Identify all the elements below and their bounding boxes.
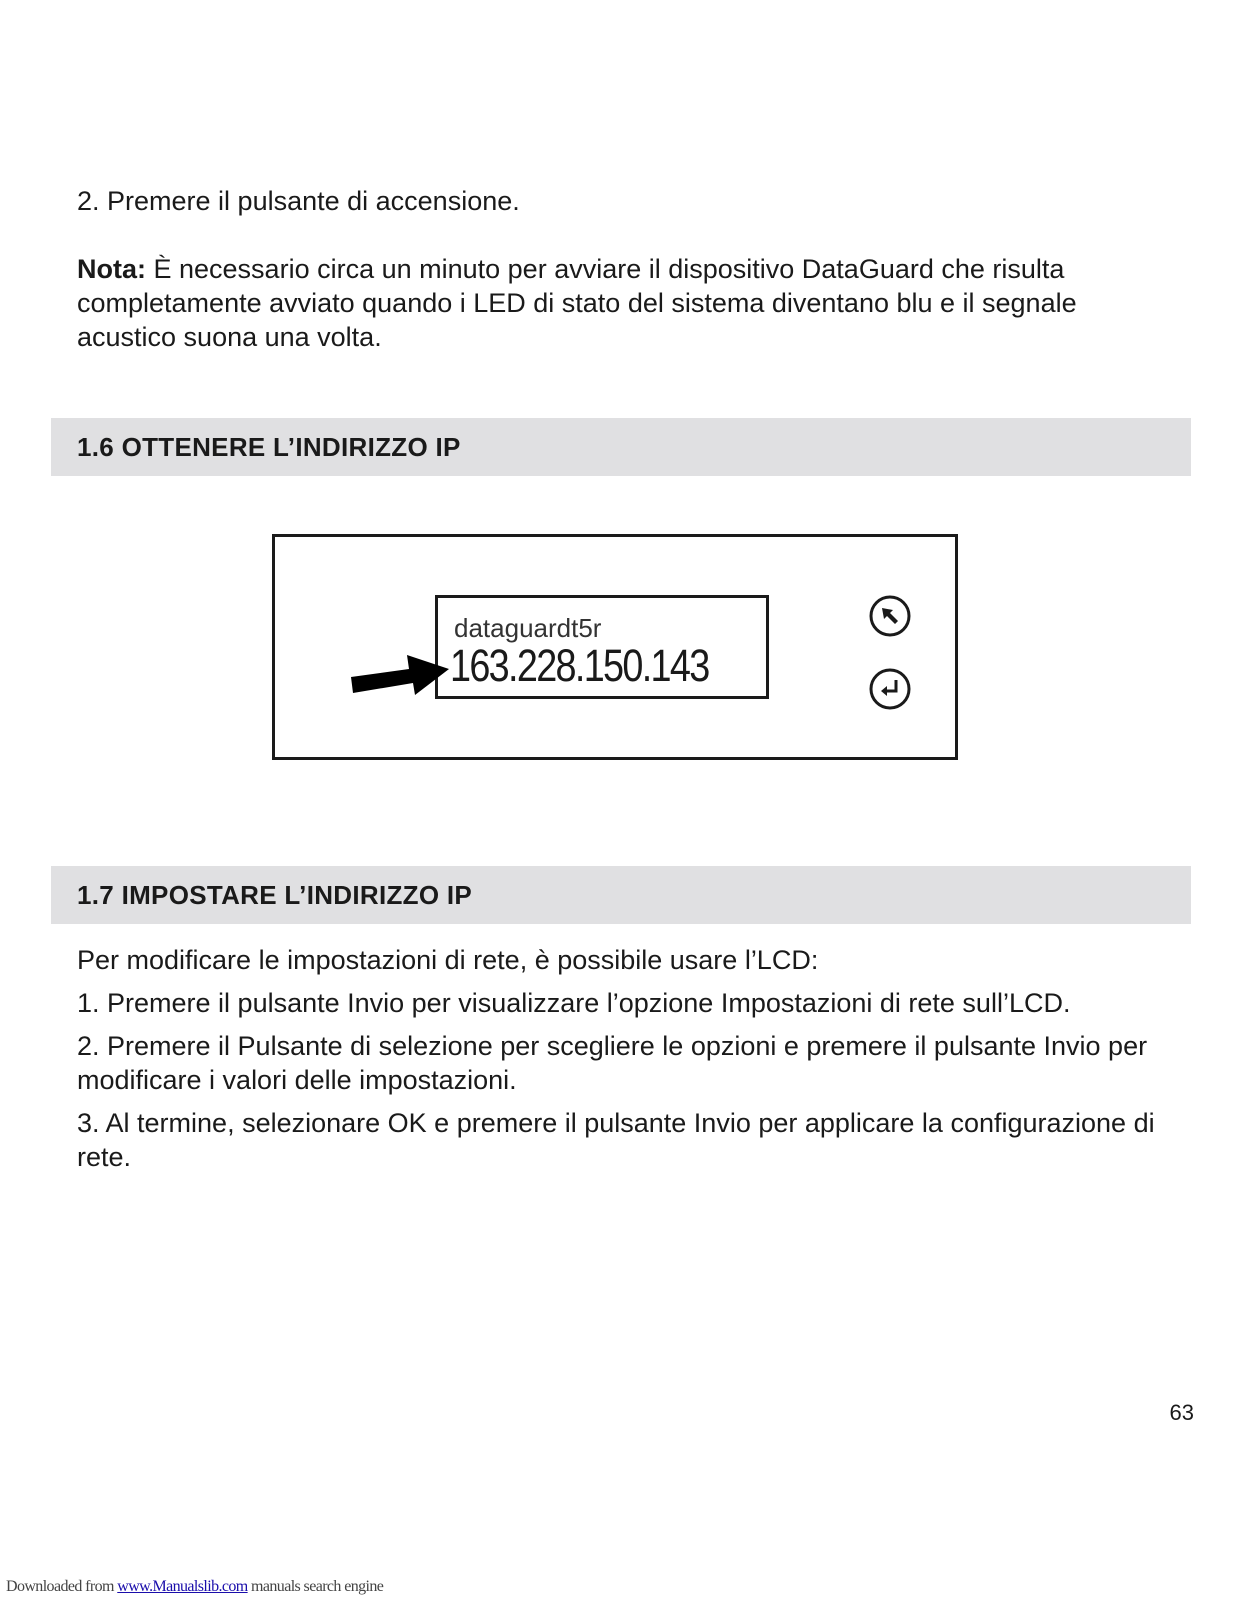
section-1-7-step-3: 3. Al termine, selezionare OK e premere il pulsante Invio per applicare la configurazione di rete.: [77, 1108, 1155, 1172]
device-front-panel-figure: [272, 534, 958, 760]
section-title-1-7: 1.7 IMPOSTARE L’INDIRIZZO IP: [77, 880, 473, 910]
pointer-arrow-icon: [351, 655, 455, 703]
note-text: È necessario circa un minuto per avviare il dispositivo DataGuard che risulta completamente avviato quando i LED di stato del sistema diventano blu e il segnale acustico suona una volta.: [77, 254, 1077, 352]
arrow-up-left-icon: [868, 594, 912, 638]
note-paragraph: [77, 252, 1177, 354]
section-title-1-6: 1.6 OTTENERE L’INDIRIZZO IP: [77, 432, 461, 462]
footer-suffix: manuals search engine: [247, 1578, 384, 1595]
lcd-hostname: dataguardt5r: [454, 613, 602, 643]
enter-return-icon: [868, 667, 912, 711]
manualslib-link[interactable]: www.Manualslib.com: [117, 1578, 248, 1595]
section-header-1-6: [51, 418, 1191, 476]
footer-prefix: Downloaded from: [6, 1578, 118, 1595]
page-number: 63: [1169, 1400, 1194, 1425]
lcd-display: [435, 595, 769, 699]
section-1-7-step-1: 1. Premere il pulsante Invio per visualizzare l’opzione Impostazioni di rete sull’LCD.: [77, 988, 1071, 1018]
step-2-power-button: 2. Premere il pulsante di accensione.: [77, 186, 520, 216]
section-1-7-step-2: 2. Premere il Pulsante di selezione per scegliere le opzioni e premere il pulsante Invio per modificare i valori delle impostazioni.: [77, 1031, 1148, 1095]
lcd-ip-address: 163.228.150.143: [450, 640, 709, 691]
section-header-1-7: [51, 866, 1191, 924]
download-footer: [6, 1577, 383, 1597]
note-label: Nota:: [77, 254, 146, 284]
section-1-7-intro: Per modificare le impostazioni di rete, è possibile usare l’LCD:: [77, 945, 819, 975]
